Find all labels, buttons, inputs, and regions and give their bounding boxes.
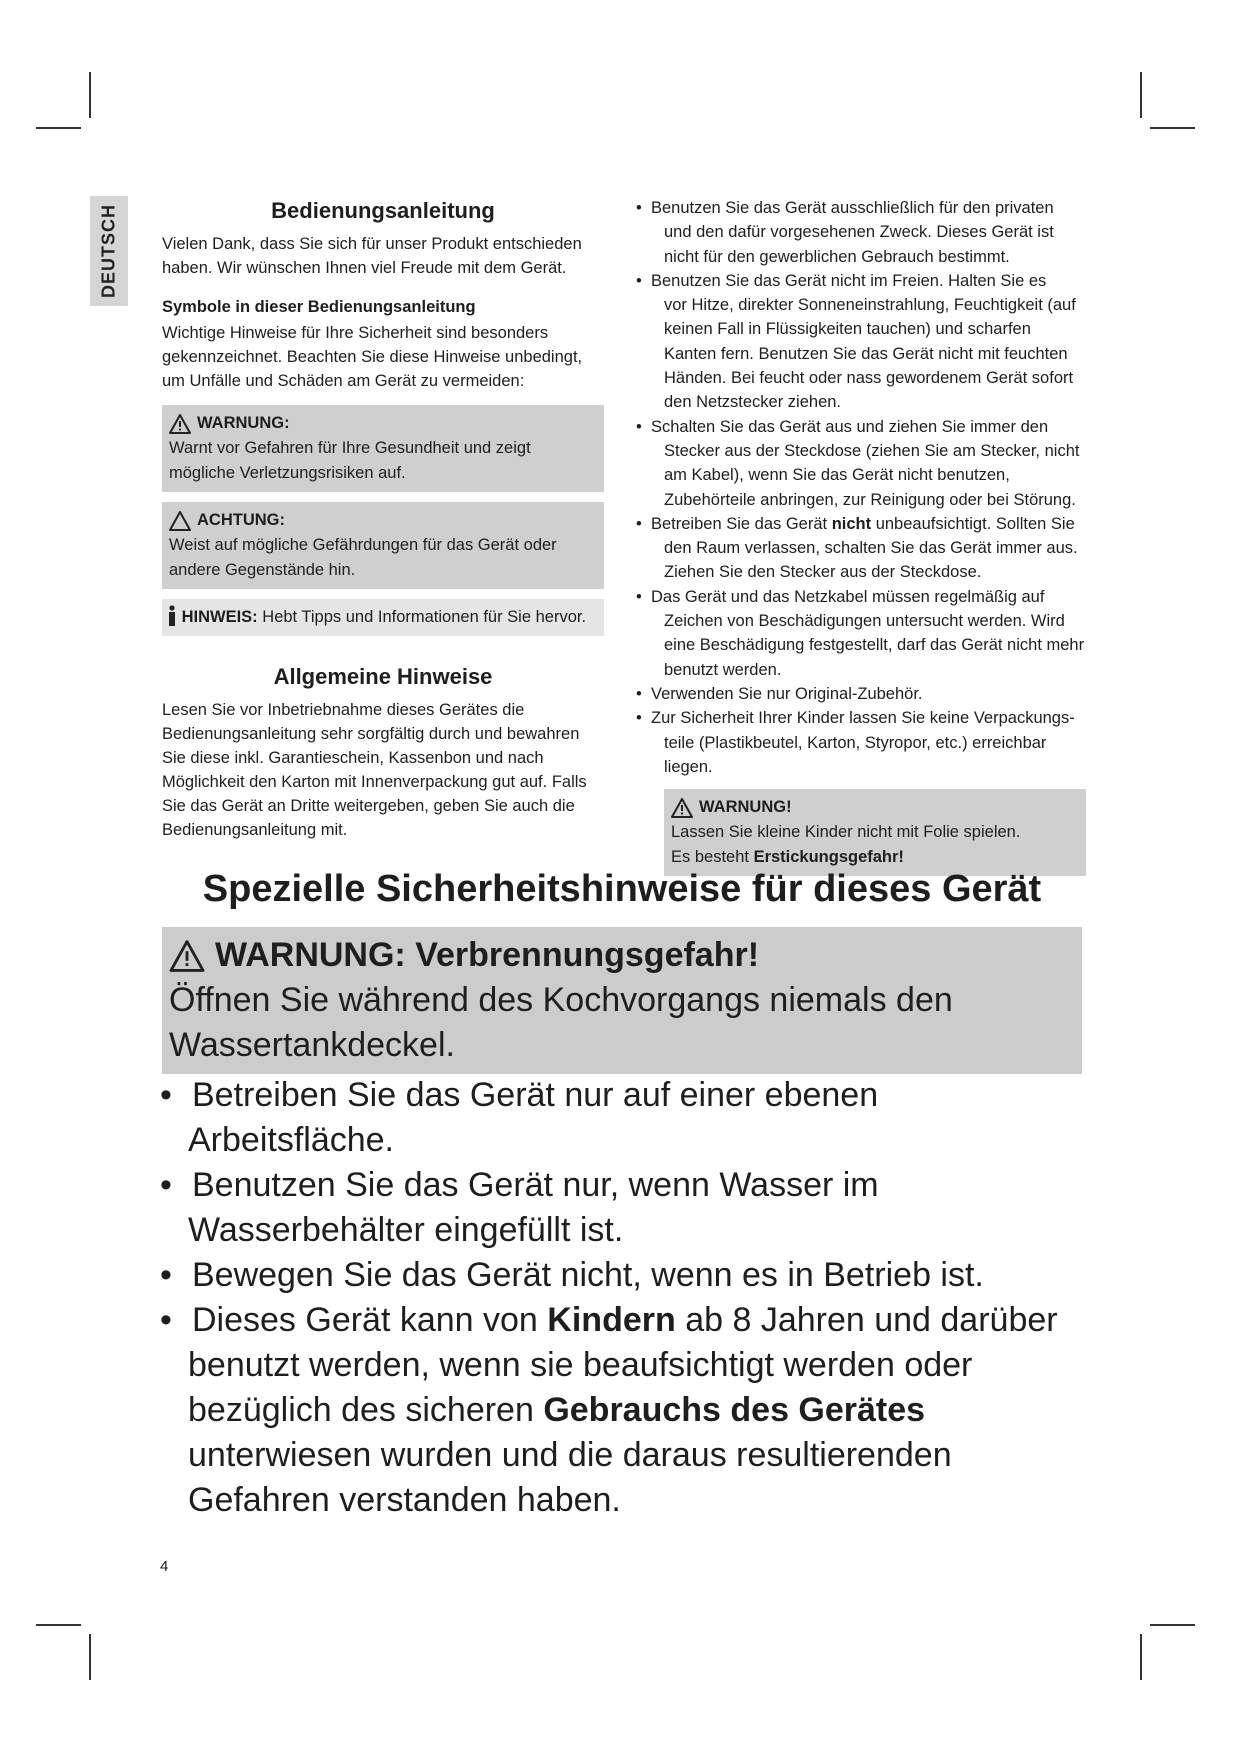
- section-title-manual: Bedienungsanleitung: [271, 198, 495, 223]
- special-safety-list: [158, 1073, 1088, 1523]
- child-warning-box: [664, 789, 1086, 876]
- list-item: • Betreiben Sie das Gerät nur auf einer ebenen Arbeitsfläche.: [158, 1073, 1088, 1163]
- caution-label: ACHTUNG:: [197, 511, 285, 529]
- list-item: • Zur Sicherheit Ihrer Kinder lassen Sie keine Verpackungs- teile (Plastikbeutel, Karton, Styropor, etc.) erreichbar liegen.: [636, 706, 1086, 779]
- list-item: • Dieses Gerät kann von Kindern ab 8 Jahren und darüber benutzt werden, wenn sie beaufsichtigt werden oder bezüglich des sicheren Gebrauchs des Gerätes unterwiesen wurden und die daraus resultierenden Gefahren verstanden haben.: [158, 1298, 1088, 1523]
- caution-box: [162, 502, 604, 589]
- left-column: [162, 198, 604, 842]
- crop-mark: [36, 127, 81, 129]
- crop-mark: [36, 1624, 81, 1626]
- language-tab-label: DEUTSCH: [98, 203, 119, 299]
- intro-text: Vielen Dank, dass Sie sich für unser Produkt entschieden haben. Wir wünschen Ihnen viel Freude mit dem Gerät.: [162, 235, 582, 277]
- crop-mark: [89, 1634, 91, 1680]
- list-item: • Verwenden Sie nur Original-Zubehör.: [636, 682, 1086, 706]
- warning-triangle-icon: [169, 940, 205, 972]
- list-item: • Das Gerät und das Netzkabel müssen regelmäßig auf Zeichen von Beschädigungen untersucht werden. Wird eine Beschädigung festgestellt, darf das Gerät nicht mehr benutzt werden.: [636, 585, 1086, 682]
- burn-warning-text: Öffnen Sie während des Kochvorgangs niemals den Wassertankdeckel.: [169, 981, 953, 1064]
- list-item: • Schalten Sie das Gerät aus und ziehen Sie immer den Stecker aus der Steckdose (ziehen Sie am Stecker, nicht am Kabel), wenn Sie das Gerät nicht benutzen, Zubehörteile anbringen, zur Reinigung oder bei Störung.: [636, 415, 1086, 512]
- note-box: [162, 599, 604, 636]
- child-warning-line1: Lassen Sie kleine Kinder nicht mit Folie spielen.: [671, 823, 1021, 842]
- child-warning-label: WARNUNG!: [699, 798, 792, 817]
- caution-triangle-icon: [169, 511, 191, 531]
- burn-warning-label: WARNUNG: Verbrennungsgefahr!: [215, 936, 760, 974]
- list-item: • Bewegen Sie das Gerät nicht, wenn es in Betrieb ist.: [158, 1253, 1088, 1298]
- section-title-general: Allgemeine Hinweise: [273, 664, 493, 689]
- warning-triangle-icon: [169, 414, 191, 434]
- list-item: • Benutzen Sie das Gerät nur, wenn Wasser im Wasserbehälter eingefüllt ist.: [158, 1163, 1088, 1253]
- caution-text: Weist auf mögliche Gefährdungen für das Gerät oder andere Gegenstände hin.: [169, 536, 557, 579]
- list-item: • Benutzen Sie das Gerät nicht im Freien. Halten Sie es vor Hitze, direkter Sonneneinstrahlung, Feuchtigkeit (auf keinen Fall in Flüssigkeiten tauchen) und scharfen Kanten fern. Benutzen Sie das Gerät nicht mit feuchten Händen. Bei feucht oder nass gewordenem Gerät sofort den Netzstecker ziehen.: [636, 269, 1086, 415]
- child-warning-line2: Es besteht Erstickungsgefahr!: [671, 848, 904, 867]
- symbols-heading: Symbole in dieser Bedienungsanleitung: [162, 298, 476, 316]
- crop-mark: [1140, 1634, 1142, 1680]
- crop-mark: [1150, 1624, 1195, 1626]
- page-number: 4: [160, 1558, 169, 1575]
- right-column: [636, 196, 1086, 876]
- crop-mark: [1140, 72, 1142, 118]
- note-text: Hebt Tipps und Informationen für Sie hervor.: [262, 608, 587, 626]
- info-icon: [167, 605, 177, 627]
- note-label: HINWEIS:: [181, 608, 258, 626]
- general-text: Lesen Sie vor Inbetriebnahme dieses Gerätes die Bedienungsanleitung sehr sorgfältig durch und bewahren Sie diese inkl. Garantieschein, Kassenbon und nach Möglichkeit den Karton mit Innenverpackung gut auf. Falls Sie das Gerät an Dritte weitergeben, geben Sie auch die Bedienungsanleitung mit.: [162, 701, 587, 839]
- crop-mark: [89, 72, 91, 118]
- warning-box: [162, 405, 604, 492]
- symbols-text: Wichtige Hinweise für Ihre Sicherheit sind besonders gekennzeichnet. Beachten Sie diese Hinweise unbedingt, um Unfälle und Schäden am Gerät zu vermeiden:: [162, 324, 583, 390]
- list-item: • Benutzen Sie das Gerät ausschließlich für den privaten und den dafür vorgesehenen Zweck. Dieses Gerät ist nicht für den gewerblichen Gebrauch bestimmt.: [636, 196, 1086, 269]
- warning-text: Warnt vor Gefahren für Ihre Gesundheit und zeigt mögliche Verletzungsrisiken auf.: [169, 439, 531, 482]
- list-item: • Betreiben Sie das Gerät nicht unbeaufsichtigt. Sollten Sie den Raum verlassen, schalten Sie das Gerät immer aus. Ziehen Sie den Stecker aus der Steckdose.: [636, 512, 1086, 585]
- special-safety-title: Spezielle Sicherheitshinweise für dieses Gerät: [202, 868, 1042, 910]
- burn-warning-box: [162, 927, 1082, 1074]
- crop-mark: [1150, 127, 1195, 129]
- warning-label: WARNUNG:: [197, 414, 290, 432]
- warning-triangle-icon: [671, 798, 693, 818]
- language-tab: [90, 196, 128, 306]
